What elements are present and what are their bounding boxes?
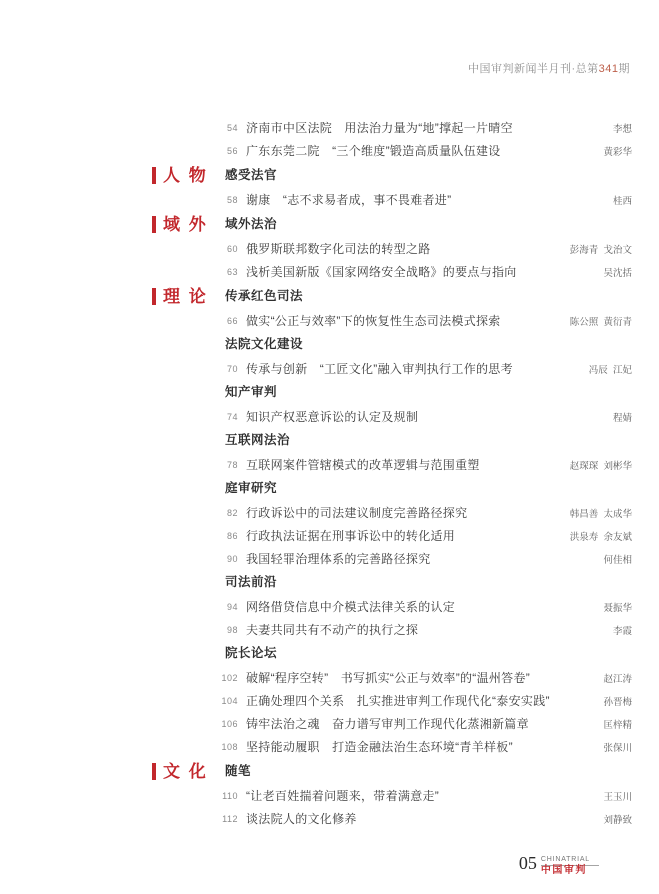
- entry-page-number: 110: [222, 790, 238, 801]
- entry-title: 破解“程序空转” 书写抓实“公正与效率”的“温州答卷”: [246, 671, 531, 685]
- section-label: [152, 763, 208, 780]
- entry-page-number: 58: [226, 194, 238, 205]
- toc-group: [212, 216, 632, 283]
- subsection-heading: 知产审判: [225, 385, 278, 399]
- entry-authors: 韩昌善 太成华: [569, 508, 632, 520]
- entry-page-number: 66: [226, 315, 238, 326]
- toc-body: [163, 116, 632, 835]
- entry-title: 做实“公正与效率”下的恢复性生态司法模式探索: [246, 314, 501, 328]
- logo-english-text: CHINATRIAL: [541, 856, 599, 866]
- toc-entry: [212, 260, 632, 283]
- entry-page-number: 98: [226, 624, 238, 635]
- toc-group: [212, 763, 632, 830]
- toc-entry: [212, 139, 632, 162]
- masthead: [461, 48, 630, 76]
- toc-entry: [212, 453, 632, 476]
- entry-title: 互联网案件管辖模式的改革逻辑与范围重塑: [246, 458, 480, 472]
- entry-authors: 陈公照 黄衍青: [569, 316, 632, 328]
- masthead-prefix: 中国审判新闻半月刊·总第: [467, 63, 599, 75]
- toc-section: [163, 762, 632, 830]
- toc-entry: [212, 405, 632, 428]
- entry-page-number: 90: [226, 553, 238, 564]
- entry-authors: 匡梓精: [603, 719, 632, 731]
- toc-group: [212, 384, 632, 428]
- toc-entry: [212, 237, 632, 260]
- entry-authors: 王玉川: [603, 791, 632, 803]
- logo-chinese-text: 中国审判: [540, 865, 587, 876]
- toc-entry: [212, 309, 632, 332]
- subsection-heading: 感受法官: [225, 168, 278, 182]
- toc-entry: [212, 735, 632, 758]
- entry-page-number: 108: [221, 741, 238, 752]
- subsection-heading: 随笔: [225, 764, 252, 778]
- toc-entry: [212, 689, 632, 712]
- entry-title: 正确处理四个关系 扎实推进审判工作现代化“泰安实践”: [246, 694, 550, 708]
- subsection-heading: 法院文化建设: [225, 337, 304, 351]
- subsection-heading: 域外法治: [225, 217, 278, 231]
- entry-page-number: 104: [221, 695, 238, 706]
- entry-authors: 张保川: [603, 742, 632, 754]
- entry-authors: 黄彩华: [603, 146, 632, 158]
- toc-entry: [212, 666, 632, 689]
- entry-authors: 刘静致: [603, 814, 632, 826]
- entry-page-number: 112: [222, 813, 238, 824]
- section-label-text: 文 化: [163, 762, 208, 781]
- toc-group: [212, 116, 632, 162]
- entry-page-number: 74: [226, 411, 238, 422]
- subsection-heading: 院长论坛: [225, 646, 278, 660]
- section-label: [152, 216, 208, 233]
- entry-title: 谈法院人的文化修养: [246, 812, 357, 826]
- section-marker-bar: [152, 288, 156, 305]
- entry-authors: 桂西: [612, 195, 632, 207]
- entry-title: 济南市中区法院 用法治力量为“地”撑起一片晴空: [246, 121, 513, 135]
- toc-group: [212, 432, 632, 476]
- toc-entry: [212, 357, 632, 380]
- entry-authors: 彭海青 戈治文: [569, 244, 632, 256]
- toc-entry: [212, 712, 632, 735]
- entry-authors: 洪泉寿 余友斌: [569, 531, 632, 543]
- entry-authors: 李霞: [612, 625, 632, 637]
- entry-authors: 何佳相: [603, 554, 632, 566]
- entry-authors: 吴沈括: [603, 267, 632, 279]
- toc-entry: [212, 618, 632, 641]
- entry-authors: 赵江涛: [603, 673, 632, 685]
- entry-title: 广东东莞二院 “三个维度”锻造高质量队伍建设: [246, 144, 501, 158]
- entry-title: 浅析美国新版《国家网络安全战略》的要点与指向: [246, 265, 517, 279]
- toc-section: [163, 287, 632, 758]
- entry-authors: 聂振华: [603, 602, 632, 614]
- section-label-text: 理 论: [163, 287, 208, 306]
- entry-page-number: 70: [226, 363, 238, 374]
- masthead-suffix: 期: [618, 63, 630, 75]
- toc-entry: [212, 784, 632, 807]
- magazine-logo: [541, 854, 599, 876]
- entry-authors: 程婧: [612, 412, 632, 424]
- entry-authors: 李想: [612, 123, 632, 135]
- page-footer: [519, 854, 599, 876]
- entry-page-number: 63: [226, 266, 238, 277]
- entry-page-number: 94: [226, 601, 238, 612]
- subsection-heading: 司法前沿: [225, 575, 278, 589]
- entry-page-number: 82: [226, 507, 238, 518]
- entry-authors: 赵琛琛 刘彬华: [569, 460, 632, 472]
- entry-page-number: 54: [226, 122, 238, 133]
- section-label: [152, 288, 208, 305]
- subsection-heading: 互联网法治: [225, 433, 291, 447]
- entry-title: 铸牢法治之魂 奋力谱写审判工作现代化蒸湘新篇章: [246, 717, 529, 731]
- toc-entry: [212, 547, 632, 570]
- entry-title: 传承与创新 “工匠文化”融入审判执行工作的思考: [246, 362, 513, 376]
- subsection-heading: 庭审研究: [225, 481, 278, 495]
- issue-number: 341: [598, 63, 619, 75]
- toc-section: [212, 116, 632, 162]
- toc-entry: [212, 188, 632, 211]
- entry-page-number: 60: [226, 243, 238, 254]
- entry-page-number: 78: [226, 459, 238, 470]
- footer-page-number: 05: [518, 853, 537, 873]
- entry-title: 知识产权恶意诉讼的认定及规制: [246, 410, 419, 424]
- entry-title: 行政诉讼中的司法建议制度完善路径探究: [246, 506, 468, 520]
- section-label-text: 域 外: [163, 215, 208, 234]
- toc-entry: [212, 807, 632, 830]
- subsection-heading: 传承红色司法: [225, 289, 304, 303]
- entry-title: 网络借贷信息中介模式法律关系的认定: [246, 600, 456, 614]
- toc-entry: [212, 524, 632, 547]
- entry-title: 夫妻共同共有不动产的执行之探: [246, 623, 419, 637]
- toc-group: [212, 480, 632, 570]
- toc-group: [212, 645, 632, 758]
- section-label-text: 人 物: [163, 166, 208, 185]
- entry-title: 坚持能动履职 打造金融法治生态环境“青羊样板”: [246, 740, 513, 754]
- section-marker-bar: [152, 216, 156, 233]
- toc-group: [212, 167, 632, 211]
- entry-page-number: 106: [221, 718, 238, 729]
- toc-group: [212, 574, 632, 641]
- entry-authors: 孙晋梅: [603, 696, 632, 708]
- toc-section: [163, 166, 632, 211]
- entry-title: 行政执法证据在刑事诉讼中的转化适用: [246, 529, 456, 543]
- section-label: [152, 167, 208, 184]
- entry-authors: 冯辰 江妃: [588, 364, 632, 376]
- entry-title: 谢康 “志不求易者成，事不畏难者进”: [246, 193, 452, 207]
- toc-section: [163, 215, 632, 283]
- section-marker-bar: [152, 167, 156, 184]
- toc-group: [212, 288, 632, 332]
- section-marker-bar: [152, 763, 156, 780]
- entry-page-number: 86: [226, 530, 238, 541]
- toc-entry: [212, 501, 632, 524]
- toc-entry: [212, 595, 632, 618]
- entry-page-number: 102: [221, 672, 238, 683]
- toc-entry: [212, 116, 632, 139]
- entry-page-number: 56: [226, 145, 238, 156]
- toc-group: [212, 336, 632, 380]
- entry-title: “让老百姓揣着问题来，带着满意走”: [246, 789, 440, 803]
- entry-title: 我国轻罪治理体系的完善路径探究: [246, 552, 431, 566]
- entry-title: 俄罗斯联邦数字化司法的转型之路: [246, 242, 431, 256]
